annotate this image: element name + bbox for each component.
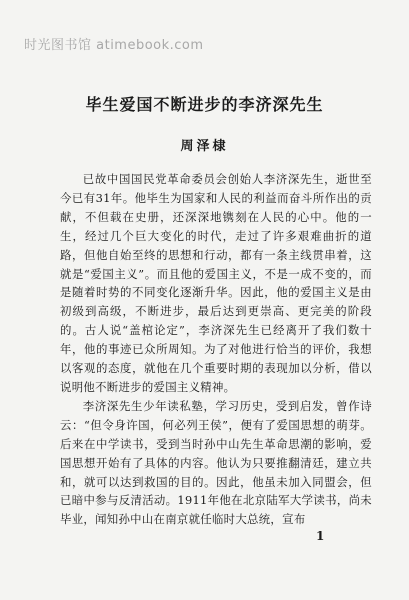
article-title: 毕生爱国不断进步的李济深先生 [85, 95, 324, 114]
article-body [60, 170, 372, 529]
watermark: 时光图书馆 atimebook.com [24, 38, 204, 53]
page-number: 1 [316, 529, 325, 543]
paragraph-2: 李济深先生少年读私塾，学习历史，受到启发，曾作诗云：“但令身许国，何必列王侯”，便有了爱国思想的萌芽。后来在中学读书，受到当时孙中山先生革命思潮的影响，爱国思想开始有了具体的内容。他认为只要推翻清廷，建立共和，就可以达到救国的目的。因此，他虽未加入同盟会，但已暗中参与反清活动。1911年他在北京陆军大学读书，尚未毕业，闻知孙中山在南京就任临时大总统，宣布 [60, 398, 372, 527]
paragraph-1: 已故中国国民党革命委员会创始人李济深先生，逝世至今已有31年。他毕生为国家和人民的利益而奋斗所作出的贡献，不但载在史册，还深深地镌刻在人民的心中。他的一生，经过几个巨大变化的时代，走过了许多艰难曲折的道路，但他自始至终的思想和行动，都有一条主线贯串着，这就是“爱国主义”。而且他的爱国主义，不是一成不变的，而是随着时势的不同变化逐渐升华。因此，他的爱国主义是由初级到高级，不断进步，最后达到更崇高、更完美的阶段的。古人说“盖棺论定”，李济深先生已经离开了我们数十年，他的事迹已众所周知。为了对他进行恰当的评价，我想以客观的态度，就他在几个重要时期的表现加以分析，借以说明他不断进步的爱国主义精神。 [60, 172, 372, 394]
author-name: 周泽棣 [180, 139, 229, 154]
